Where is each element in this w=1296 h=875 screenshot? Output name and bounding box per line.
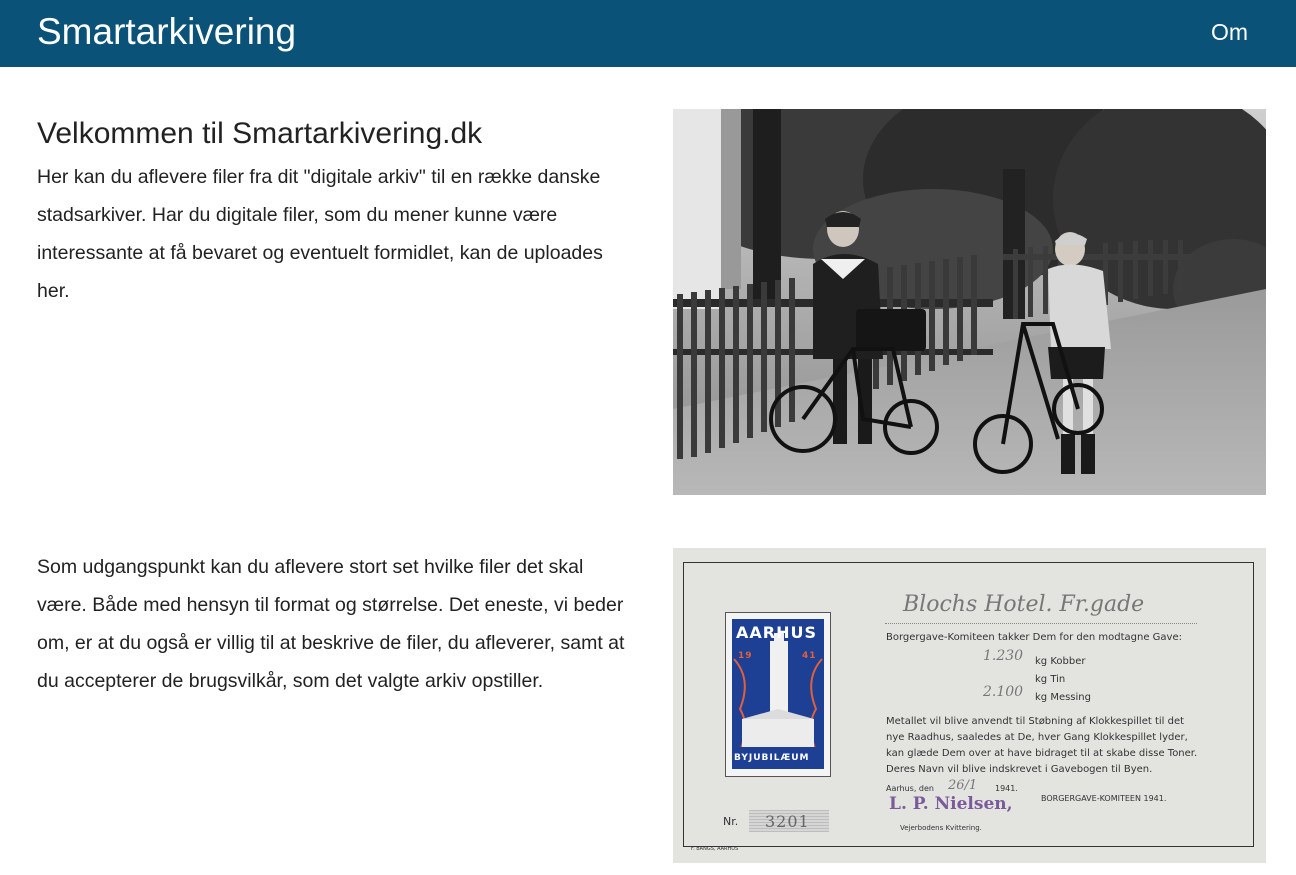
receipt-amount-3: 2.100 [983,684,1024,700]
receipt-printer: F. BANGS, AARHUS [691,846,739,852]
receipt-body-line-2: nye Raadhus, saaledes at De, hver Gang Klokkespillet lyder, [886,732,1188,743]
intro-paragraph: Her kan du aflevere filer fra dit "digitale arkiv" til en række danske stadsarkiver. Har du digitale filer, som du mener kunne være interessante at få bevaret og eventuelt formidlet, kan de uploades her. [37,166,603,302]
receipt-document-image [673,548,1266,863]
receipt-nr-label: Nr. [723,815,739,828]
receipt-date-hand: 26/1 [948,778,978,793]
receipt-nr-value: 3201 [765,812,810,831]
receipt-body-line-4: Deres Navn vil blive indskrevet i Gavebogen til Byen. [886,764,1153,775]
stamp-frame [725,612,831,777]
page-title: Velkommen til Smartarkivering.dk [37,117,483,150]
receipt-signature-sub: Vejerbodens Kvittering. [900,824,982,832]
name-line [885,623,1197,624]
photo-illustration [673,109,1266,495]
receipt-unit-2: kg Tin [1035,674,1066,685]
receipt-handwritten-name: Blochs Hotel. Fr.gade [903,592,1145,617]
receipt-committee: BORGERGAVE-KOMITEEN 1941. [1041,794,1167,803]
stamp-title: AARHUS [736,623,817,642]
receipt-unit-1: kg Kobber [1035,656,1086,667]
stamp-image [732,619,824,769]
children-bicycles-photo [673,109,1266,495]
top-navbar [0,0,1296,67]
receipt-body-line-1: Metallet vil blive anvendt til Støbning af Klokkespillet til det [886,716,1185,727]
receipt-body-line-3: kan glæde Dem over at have bidraget til at skabe disse Toner. [886,748,1198,759]
receipt-thanks: Borgergave-Komiteen takker Dem for den modtagne Gave: [886,632,1182,643]
stamp-year-left: 19 [738,651,753,661]
stamp-year-right: 41 [802,651,817,661]
info-paragraph: Som udgangspunkt kan du aflevere stort set hvilke filer det skal være. Både med hensyn til format og størrelse. Det eneste, vi beder om, er at du også er villig til at beskrive de filer, du afleverer, samt at du accepterer de brugsvilkår, som det valgte arkiv opstiller. [37,556,625,692]
receipt-unit-3: kg Messing [1035,692,1091,703]
welcome-section [37,112,637,310]
info-section [37,548,637,700]
receipt-date-prefix: Aarhus, den [886,784,934,793]
nav-link-om[interactable]: Om [1210,19,1248,45]
brand-link[interactable]: Smartarkivering [37,11,297,52]
receipt-signature-stamp: L. P. Nielsen, [889,794,1013,814]
stamp-bottom-text: BYJUBILÆUM [734,753,810,763]
receipt-year: 1941. [995,784,1018,793]
receipt-amount-1: 1.230 [983,648,1024,664]
